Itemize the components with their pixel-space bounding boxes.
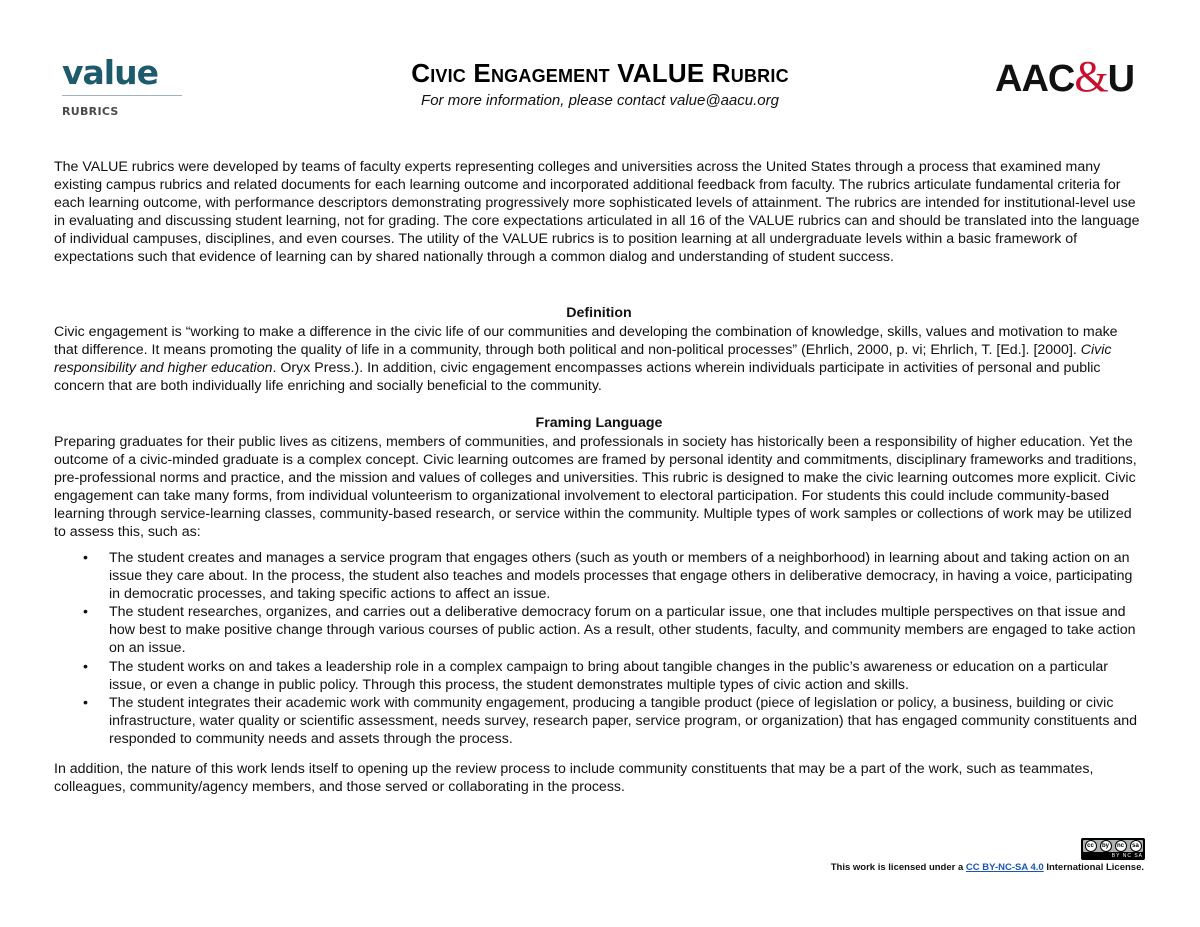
aacu-logo-right: U [1107,58,1135,100]
by-icon: by [1100,840,1112,852]
license-suffix: International License. [1043,862,1144,873]
definition-book-title: Civic responsibility and higher education [54,342,1112,377]
definition-heading: Definition [566,305,632,321]
intro-paragraph: The VALUE rubrics were developed by teams of faculty experts representing colleges and universities across the United States through a process that examined many existing campus rubrics and related documents for each learning outcome and incorporated additional feedback from faculty. The rubrics articulate fundamental criteria for each learning outcome, with performance descriptors demonstrating progressively more sophisticated levels of attainment. The rubrics are intended for institutional-level use in evaluating and discussing student learning, not for grading. The core expectations articulated in all 16 of the VALUE rubrics can and should be translated into the language of individual campuses, disciplines, and even courses. The utility of the VALUE rubrics is to position learning at all undergraduate levels within a basic framework of expectations such that evidence of learning can by shared nationally through a common dialog and understanding of student success. [54,159,1140,266]
contact-line: For more information, please contact value@aacu.org [421,92,779,109]
list-item-text: The student researches, organizes, and carries out a deliberative democracy forum on a particular issue, one that includes multiple perspectives on that issue and how best to make positive change through various courses of public action. As a result, other students, faculty, and community members are engaged to take action on an issue. [109,604,1136,657]
value-logo-word: value [62,53,158,92]
aacu-logo-text [995,52,1135,101]
license-link[interactable]: CC BY-NC-SA 4.0 [965,862,1044,873]
nc-icon: nc [1115,840,1127,852]
aacu-logo [995,52,1140,101]
framing-paragraph: Preparing graduates for their public lives as citizens, members of communities, and professionals in society has historically been a responsibility of higher education. Yet the outcome of a civic-minded graduate is a complex concept. Civic learning outcomes are framed by personal identity and commitments, disciplinary frameworks and traditions, pre-professional norms and practice, and the mission and values of colleges and universities. This rubric is designed to make the civic learning outcomes more explicit. Civic engagement can take many forms, from individual volunteerism to organizational involvement to electoral participation. For students this could include community-based learning through service-learning classes, community-based research, or service within the community. Multiple types of work samples or collections of work may be utilized to assess this, such as: [54,434,1137,541]
cc-icon: cc [1085,840,1097,852]
value-logo-sub: RUBRICS [62,105,119,118]
bullet-icon: • [83,550,88,566]
cc-badge-icons [1083,840,1143,852]
cc-badge-text: BY NC SA [1111,853,1143,859]
definition-paragraph [54,323,1140,395]
definition-text-after: . Oryx Press.). In addition, civic engagement encompasses actions wherein individuals participate in activities of personal and public concern that are both individually life enriching and socially beneficial to the community. [54,360,1101,395]
list-item [54,658,1140,694]
aacu-logo-left: AAC [995,58,1075,100]
bullet-icon: • [83,658,88,675]
cc-license-badge-icon[interactable] [1081,838,1145,860]
work-samples-list [54,549,1140,748]
list-item-text: The student creates and manages a service program that engages others (such as youth or members of a neighborhood) in learning about and taking action on an issue they care about. In the process, the student also teaches and models processes that engage others in deliberative democracy, in having a voice, participating in democratic processes, and taking specific actions to affect an issue. [109,550,1133,603]
license-line [831,862,1144,873]
list-item-text: The student integrates their academic work with community engagement, producing a tangible product (piece of legislation or policy, a business, building or civic infrastructure, water quality or scientific assessment, needs survey, research paper, service program, or organization) that has engaged community constituents and responded to community needs and assets through the process. [109,694,1138,747]
list-item-text: The student works on and takes a leadership role in a complex campaign to bring about tangible changes in the public’s awareness or education on a particular issue, or even a change in public policy. Through this process, the student demonstrates multiple types of civic action and skills. [109,658,1108,693]
logo-divider [62,95,182,96]
definition-text-before: Civic engagement is “working to make a difference in the civic life of our communities and developing the combination of knowledge, skills, values and motivation to make that difference. It means promoting the quality of life in a community, through both political and non-political processes” (Ehrlich, 2000, p. vi; Ehrlich, T. [Ed.]. [2000]. [54,324,1118,359]
value-rubrics-logo [62,53,184,118]
framing-heading: Framing Language [535,415,663,431]
list-item [54,549,1140,603]
list-item [54,603,1140,657]
license-prefix: This work is licensed under a [830,862,966,873]
list-item [54,694,1140,748]
sa-icon: sa [1130,840,1142,852]
bullet-icon: • [83,604,88,621]
bullet-icon: • [83,694,88,711]
page-title: Civic Engagement VALUE Rubric [411,58,789,88]
aacu-logo-ampersand: & [1074,52,1108,101]
closing-paragraph: In addition, the nature of this work lends itself to opening up the review process to include community constituents that may be a part of the work, such as teammates, colleagues, community/agency members, and those served or collaborating in the process. [54,761,1094,796]
